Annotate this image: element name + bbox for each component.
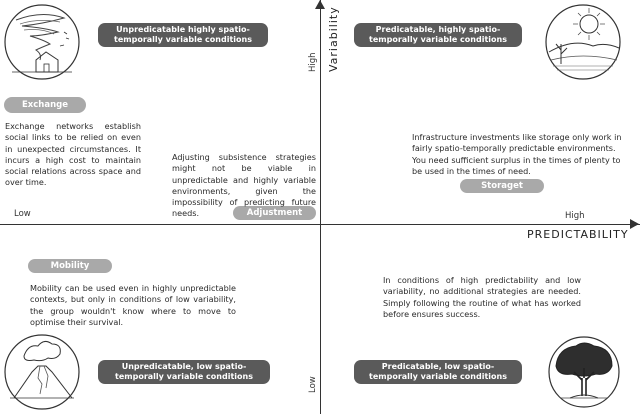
routine-description: In conditions of high predictability and low variability, no additional strategies are needed. Simply following the routine of what has worked before ensures success. (383, 275, 581, 319)
sun-desert-icon (543, 2, 623, 82)
storage-pill: Storaget (460, 179, 544, 193)
tree-icon (546, 334, 622, 410)
variability-axis-title: Variability (327, 6, 340, 72)
exchange-pill: Exchange (4, 97, 86, 113)
tornado-house-icon (2, 2, 82, 82)
bottom-left-condition-banner: Unpredicatable, low spatio- temporally variable conditions (98, 360, 270, 384)
predictability-low-label: Low (14, 209, 31, 219)
adjustment-description: Adjusting subsistence strategies might not be viable in unpredictable and highly variable environments, given the impossibility of predicting future needs. (172, 152, 316, 219)
bottom-right-condition-banner: Predicatable, low spatio- temporally variable conditions (354, 360, 522, 384)
variability-high-label: High (308, 52, 318, 72)
horizontal-axis-arrow-icon (630, 219, 639, 229)
vertical-axis-line (320, 0, 321, 414)
exchange-description: Exchange networks establish social links to be relied on even in unexpected circumstances. It incurs a high cost to maintain social relations across space and over time. (5, 121, 141, 188)
top-right-condition-banner: Predicatable, highly spatio- temporally variable conditions (354, 23, 522, 47)
top-left-condition-banner: Unpredicatable highly spatio- temporally variable conditions (98, 23, 268, 47)
volcano-icon (2, 332, 82, 412)
mobility-pill: Mobility (28, 259, 112, 273)
adjustment-pill: Adjustment (233, 206, 316, 220)
predictability-high-label: High (565, 211, 585, 221)
predictability-axis-title: PREDICTABILITY (527, 228, 629, 241)
mobility-description: Mobility can be used even in highly unpredictable contexts, but only in conditions of low variability, the group wouldn't know where to move to optimise their survival. (30, 283, 236, 327)
vertical-axis-arrow-icon (315, 0, 325, 9)
storage-description: Infrastructure investments like storage only work in fairly spatio-temporally predictable environments. You need sufficient surplus in the times of plenty to be used in the times of need. (412, 132, 622, 176)
variability-low-label: Low (308, 376, 318, 393)
